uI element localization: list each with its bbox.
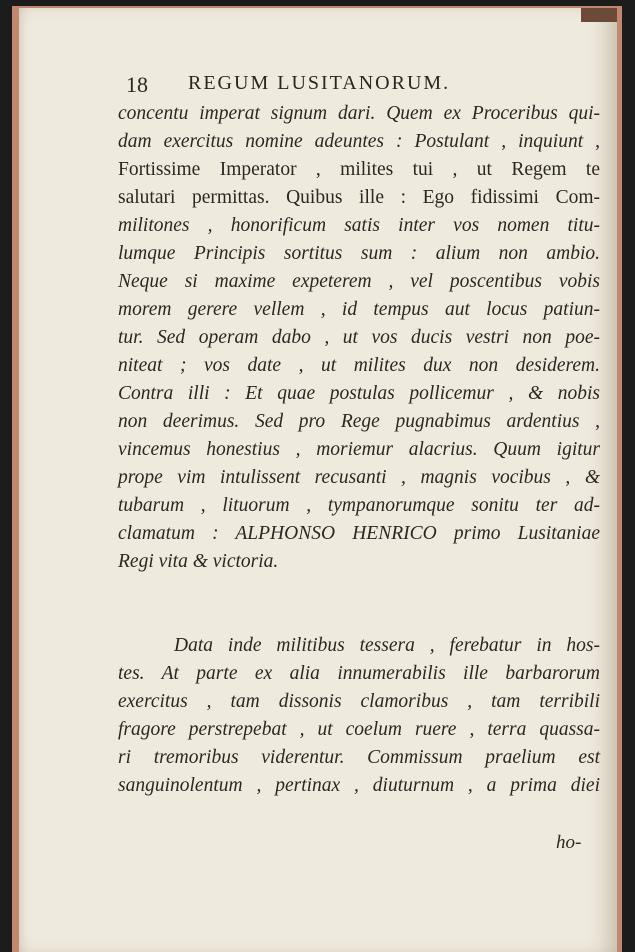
text-line: vincemus honestius , moriemur alacrius. Quum igitur	[118, 439, 600, 460]
text-line: salutari permittas. Quibus ille : Ego fidissimi Com-	[118, 187, 600, 208]
text-line: Data inde militibus tessera , ferebatur in hos-	[174, 635, 600, 656]
running-head: REGUM LUSITANORUM.	[188, 72, 451, 94]
text-line: ri tremoribus viderentur. Commissum praelium est	[118, 747, 600, 768]
text-line: tur. Sed operam dabo , ut vos ducis vestri non poe-	[118, 327, 600, 348]
text-line: clamatum : ALPHONSO HENRICO primo Lusitaniae	[118, 523, 600, 544]
text-line: niteat ; vos date , ut milites dux non desiderem.	[118, 355, 600, 376]
text-line: concentu imperat signum dari. Quem ex Proceribus qui-	[118, 103, 600, 124]
text-line: morem gerere vellem , id tempus aut locus patiun-	[118, 299, 600, 320]
page-header	[126, 72, 546, 98]
text-line: lumque Principis sortitus sum : alium non ambio.	[118, 243, 600, 264]
text-line: Contra illi : Et quae postulas pollicemur , & nobis	[118, 383, 600, 404]
text-line: exercitus , tam dissonis clamoribus , tam terribili	[118, 691, 600, 712]
text-line: tes. At parte ex alia innumerabilis ille barbarorum	[118, 663, 600, 684]
text-line: Fortissime Imperator , milites tui , ut Regem te	[118, 159, 600, 180]
page-tab	[581, 8, 617, 22]
text-line: fragore perstrepebat , ut coelum ruere , terra quassa-	[118, 719, 600, 740]
text-line: non deerimus. Sed pro Rege pugnabimus ardentius ,	[118, 411, 600, 432]
text-line: tubarum , lituorum , tympanorumque sonitu ter ad-	[118, 495, 600, 516]
catchword: ho-	[556, 832, 582, 853]
page-number: 18	[126, 72, 148, 97]
text-line: prope vim intulissent recusanti , magnis vocibus , &	[118, 467, 600, 488]
text-line: militones , honorificum satis inter vos nomen titu-	[118, 215, 600, 236]
text-line: sanguinolentum , pertinax , diuturnum , a prima diei	[118, 775, 600, 796]
text-line: dam exercitus nomine adeuntes : Postulant , inquiunt ,	[118, 131, 600, 152]
text-line: Neque si maxime expeterem , vel poscentibus vobis	[118, 271, 600, 292]
text-line: Regi vita & victoria.	[118, 551, 279, 572]
